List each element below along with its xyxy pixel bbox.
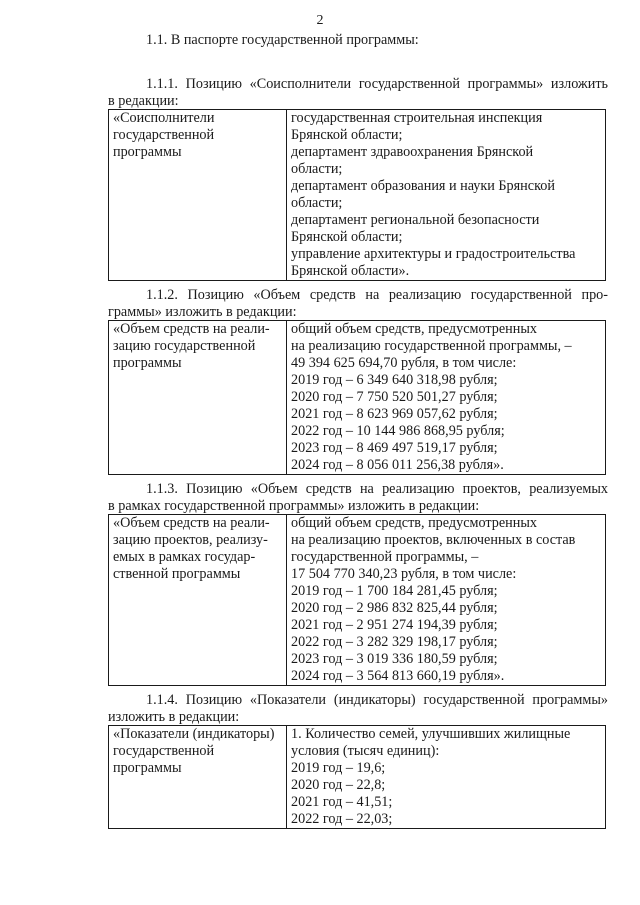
table-row <box>109 110 606 281</box>
section-2-table <box>108 320 606 475</box>
position-content-cell: 1. Количество семей, улучшивших жилищные условия (тысяч единиц): 2019 год – 19,6; 2020 год – 22,8; 2021 год – 41,51; 2022 год – 22,03; <box>287 726 606 829</box>
page-number: 2 <box>316 13 324 28</box>
table-row <box>109 515 606 686</box>
heading-line: граммы» изложить в редакции: <box>108 304 297 320</box>
heading-line: в рамках государственной программы» изложить в редакции: <box>108 498 480 514</box>
section-1-table <box>108 109 606 281</box>
section-1-heading <box>108 76 608 110</box>
table-row <box>109 726 606 829</box>
section-4-heading <box>108 692 608 726</box>
heading-line: 1.1.1. Позицию «Соисполнители государственной программы» изложить <box>146 76 608 92</box>
position-name-cell: «Объем средств на реали- зацию государственной программы <box>109 321 287 475</box>
heading-line: 1.1.2. Позицию «Объем средств на реализацию государственной про- <box>146 287 608 303</box>
section-3-table <box>108 514 606 686</box>
heading-line: изложить в редакции: <box>108 709 240 725</box>
position-content-cell: общий объем средств, предусмотренных на реализацию государственной программы, – 49 394 625 694,70 рубля, в том числе: 2019 год – 6 349 640 318,98 рубля; 2020 год – 7 750 520 501,27 рубля; 2021 год – 8 623 969 057,62 рубля; 2022 год – 10 144 986 868,95 рубля; 2023 год – 8 469 497 519,17 рубля; 2024 год – 8 056 011 256,38 рубля». <box>287 321 606 475</box>
table-row <box>109 321 606 475</box>
heading-line: 1.1.4. Позицию «Показатели (индикаторы) государственной программы» <box>146 692 608 708</box>
heading-line: 1.1.3. Позицию «Объем средств на реализацию проектов, реализуемых <box>146 481 608 497</box>
section-4-table <box>108 725 606 829</box>
section-2-heading <box>108 287 608 321</box>
section-3-heading <box>108 481 608 515</box>
position-content-cell: общий объем средств, предусмотренных на реализацию проектов, включенных в состав государственной программы, – 17 504 770 340,23 рубля, в том числе: 2019 год – 1 700 184 281,45 рубля; 2020 год – 2 986 832 825,44 рубля; 2021 год – 2 951 274 194,39 рубля; 2022 год – 3 282 329 198,17 рубля; 2023 год – 3 019 336 180,59 рубля; 2024 год – 3 564 813 660,19 рубля». <box>287 515 606 686</box>
position-name-cell: «Показатели (индикаторы) государственной программы <box>109 726 287 829</box>
position-name-cell: «Соисполнители государственной программы <box>109 110 287 281</box>
position-name-cell: «Объем средств на реали- зацию проектов, реализу- емых в рамках государ- ственной программы <box>109 515 287 686</box>
heading-line: в редакции: <box>108 93 179 109</box>
intro-text: 1.1. В паспорте государственной программы: <box>146 32 419 48</box>
position-content-cell: государственная строительная инспекция Брянской области; департамент здравоохранения Брянской области; департамент образования и науки Брянской области; департамент региональной безопасности Брянской области; управление архитектуры и градостроительства Брянской области». <box>287 110 606 281</box>
intro-paragraph <box>108 32 608 49</box>
